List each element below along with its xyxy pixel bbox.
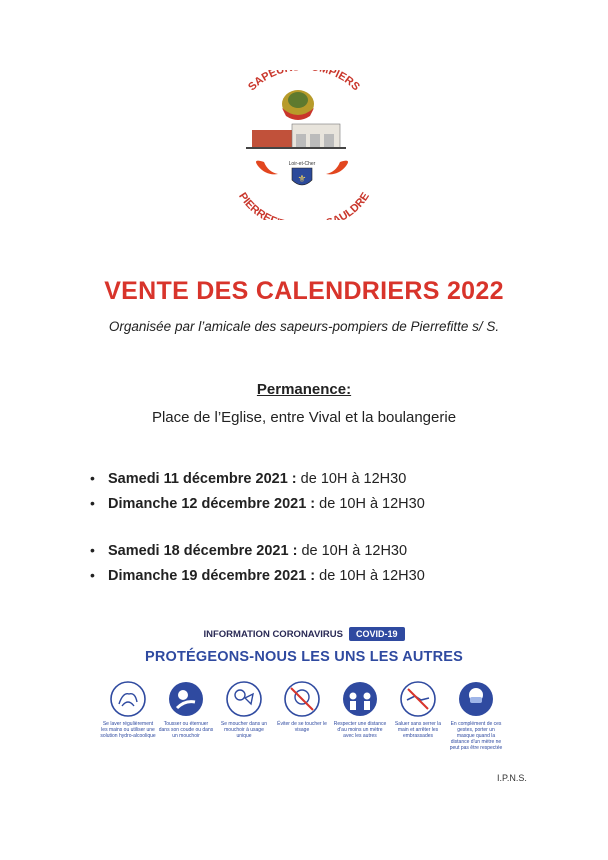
- bullet-icon: •: [90, 542, 95, 558]
- gesture-caption: En complément de ces gestes, porter un masque quand la distance d'un mètre ne peut pas être respectée: [449, 721, 503, 751]
- covid-title: PROTÉGEONS-NOUS LES UNS LES AUTRES: [144, 649, 464, 665]
- bullet-icon: •: [90, 470, 95, 486]
- distance-icon: [341, 680, 379, 718]
- logo-shield-text: Loir-et-Cher: [288, 161, 316, 167]
- firefighter-emblem-icon: [228, 70, 380, 220]
- gesture-item: [448, 680, 504, 751]
- date-hours: de 10H à 12H30: [319, 496, 425, 512]
- gesture-item: [158, 680, 214, 739]
- no-handshake-icon: [399, 680, 437, 718]
- list-item: [90, 491, 530, 516]
- date-day: Samedi 18 décembre 2021 :: [108, 543, 298, 559]
- permanence-place: Place de l’Eglise, entre Vival et la boulangerie: [151, 409, 457, 426]
- gesture-caption: Saluer sans serrer la main et arrêter les embrassades: [394, 721, 442, 739]
- gesture-caption: Tousser ou éternuer dans son coude ou dans un mouchoir: [158, 721, 214, 739]
- logo-top-text: SAPEU PIERS: [246, 70, 362, 94]
- gesture-item: [216, 680, 272, 739]
- gesture-caption: Éviter de se toucher le visage: [277, 721, 327, 733]
- gesture-item: [390, 680, 446, 739]
- gesture-caption: Se moucher dans un mouchoir à usage unique: [220, 721, 268, 739]
- cough-elbow-icon: [167, 680, 205, 718]
- gesture-item: [100, 680, 156, 739]
- date-day: Samedi 11 décembre 2021 :: [108, 471, 297, 487]
- page-title: VENTE DES CALENDRIERS 2022: [104, 277, 504, 305]
- date-hours: de 10H à 12H30: [319, 568, 425, 584]
- tissue-icon: [225, 680, 263, 718]
- bullet-icon: •: [90, 495, 95, 511]
- date-day: Dimanche 12 décembre 2021 :: [108, 496, 316, 512]
- permanence-heading: Permanence:: [256, 381, 352, 398]
- barrier-gestures: [100, 680, 510, 760]
- date-hours: de 10H à 12H30: [300, 471, 407, 487]
- gesture-caption: Se laver régulièrement les mains ou utiliser une solution hydro-alcoolique: [100, 721, 156, 739]
- firefighter-emblem-logo: [228, 70, 380, 220]
- covid-info-header: [0, 627, 608, 641]
- covid-tag-badge: COVID-19: [349, 627, 405, 641]
- list-item: [90, 563, 530, 588]
- logo-bottom-text: PIERRE ULDRE: [236, 190, 372, 220]
- date-day: Dimanche 19 décembre 2021 :: [108, 568, 316, 584]
- mask-icon: [457, 680, 495, 718]
- date-hours: de 10H à 12H30: [301, 543, 408, 559]
- dates-list: [90, 466, 530, 588]
- gesture-item: [332, 680, 388, 739]
- svg-text:⚜: ⚜: [297, 174, 307, 185]
- hand-wash-icon: [109, 680, 147, 718]
- list-item: [90, 466, 530, 491]
- ipns-footer: I.P.N.S.: [497, 773, 527, 783]
- gesture-item: [274, 680, 330, 733]
- covid-info-label: INFORMATION CORONAVIRUS: [203, 629, 343, 640]
- subtitle: Organisée par l’amicale des sapeurs-pompiers de Pierrefitte s/ S.: [108, 319, 500, 334]
- gesture-caption: Respecter une distance d'au moins un mètre avec les autres: [333, 721, 387, 739]
- bullet-icon: •: [90, 567, 95, 583]
- list-item: [90, 538, 530, 563]
- no-face-touch-icon: [283, 680, 321, 718]
